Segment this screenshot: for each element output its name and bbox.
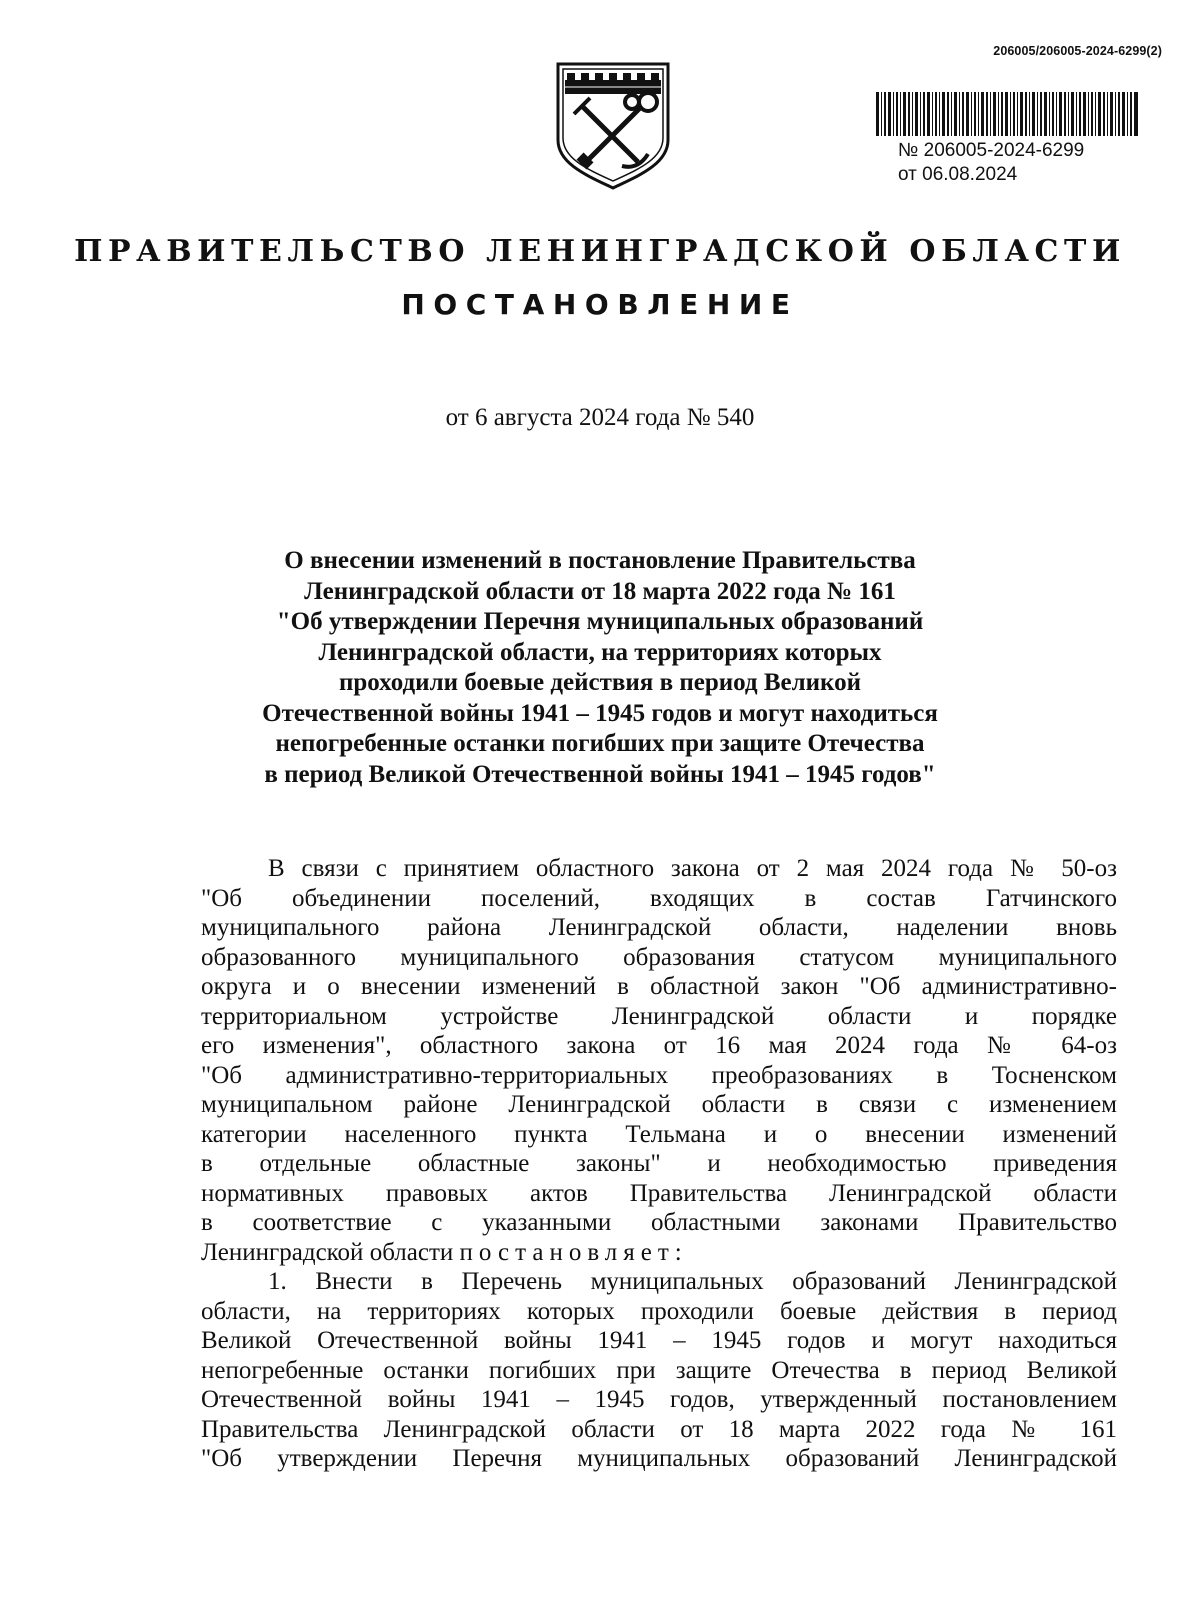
item1-line: непогребенные останки погибших при защите Отечества в период Великой xyxy=(201,1356,1117,1384)
decree-date: от 6 августа 2024 года № 540 xyxy=(445,404,755,431)
preamble-line: в отдельные областные законы" и необходимостью приведения xyxy=(201,1150,1117,1177)
preamble-line: в соответствие с указанными областными законами Правительство xyxy=(201,1209,1117,1236)
item1-line: Правительства Ленинградской области от 18 марта 2022 года № 161 xyxy=(201,1415,1117,1443)
subject-line: в период Великой Отечественной войны 1941 – 1945 годов" xyxy=(264,760,936,788)
decree-subject xyxy=(230,546,970,790)
subject-line: Ленинградской области, на территориях которых xyxy=(318,638,882,666)
preamble-last-line xyxy=(201,1238,1117,1268)
preamble-line: округа и о внесении изменений в областной закон "Об административно- xyxy=(201,973,1117,1000)
item1-line: Отечественной войны 1941 – 1945 годов, утвержденный постановлением xyxy=(201,1386,1117,1413)
item1-line: "Об утверждении Перечня муниципальных образований Ленинградской xyxy=(201,1445,1117,1472)
preamble-line: муниципального района Ленинградской области, наделении вновь xyxy=(201,914,1117,941)
subject-line: проходили боевые действия в период Великой xyxy=(339,669,861,696)
barcode-icon xyxy=(876,92,1138,136)
preamble-line: В связи с принятием областного закона от 2 мая 2024 года № 50-оз xyxy=(268,855,1117,882)
preamble-line: "Об объединении поселений, входящих в состав Гатчинского xyxy=(201,884,1117,912)
preamble-line: "Об административно-территориальных преобразованиях в Тосненском xyxy=(201,1061,1117,1089)
resolves-verb: постановляет: xyxy=(459,1238,688,1266)
subject-line: Ленинградской области от 18 марта 2022 года № 161 xyxy=(304,577,896,605)
registration-date: от 06.08.2024 xyxy=(898,164,1018,185)
subject-line: Отечественной войны 1941 – 1945 годов и могут находиться xyxy=(262,699,938,727)
item1-line: области, на территориях которых проходили боевые действия в период xyxy=(201,1297,1117,1325)
document-code: 206005/206005-2024-6299(2) xyxy=(993,44,1162,58)
decree-body xyxy=(201,854,1117,1474)
subject-line: "Об утверждении Перечня муниципальных образований xyxy=(276,608,924,635)
coat-of-arms-icon xyxy=(552,58,674,192)
preamble-line: категории населенного пункта Тельмана и о внесении изменений xyxy=(201,1120,1117,1148)
item1-line: 1. Внести в Перечень муниципальных образований Ленинградской xyxy=(268,1268,1117,1295)
registration-number: № 206005-2024-6299 xyxy=(898,140,1085,161)
preamble-last-prefix: Ленинградской области xyxy=(201,1238,454,1266)
preamble-line: нормативных правовых актов Правительства Ленинградской области xyxy=(201,1179,1117,1207)
subject-line: О внесении изменений в постановление Правительства xyxy=(284,547,916,574)
subject-line: непогребенные останки погибших при защите Отечества xyxy=(275,730,925,757)
preamble-line: муниципальном районе Ленинградской области в связи с изменением xyxy=(201,1091,1117,1118)
preamble-line: образованного муниципального образования статусом муниципального xyxy=(201,943,1117,971)
preamble-line: территориальном устройстве Ленинградской области и порядке xyxy=(201,1002,1117,1030)
preamble-line: его изменения", областного закона от 16 мая 2024 года № 64-оз xyxy=(201,1032,1117,1059)
item1-line: Великой Отечественной войны 1941 – 1945 годов и могут находиться xyxy=(201,1327,1117,1354)
decree-title: ПОСТАНОВЛЕНИЕ xyxy=(401,288,799,321)
government-title: ПРАВИТЕЛЬСТВО ЛЕНИНГРАДСКОЙ ОБЛАСТИ xyxy=(74,234,1126,269)
